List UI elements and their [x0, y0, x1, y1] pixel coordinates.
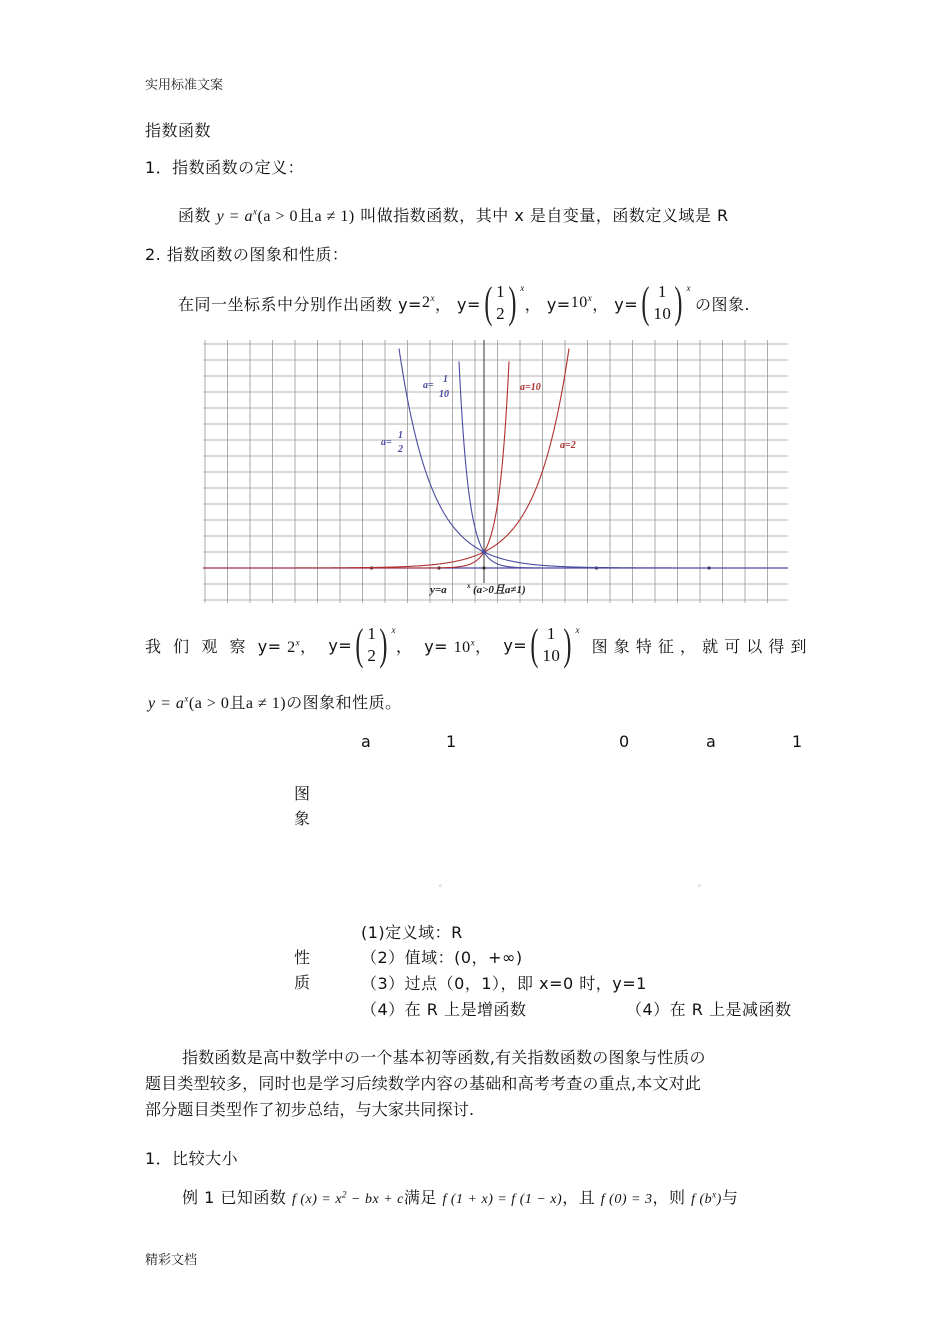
observe-fraction-tenth: ( 1 10 ) x — [530, 620, 581, 669]
definition-formula: $y = a^x(a > 0$且a ≠ 1) — [216, 206, 355, 225]
table-graph-placeholder-1: 。 — [439, 879, 447, 888]
section-2-heading: 2. 指数函数の图象和性质： — [145, 245, 349, 264]
graph-title-sup: x — [467, 582, 471, 590]
intro-line: 在同一坐标系中分别作出函数 y= 2 x ， y= ( 1 2 ) x ， y= 10 x ， y= ( 1 10 ) x の图象. — [178, 278, 751, 327]
section-1-heading: 1．指数函数の定义： — [145, 158, 305, 177]
property-fixed-point: （3）过点（0，1），即 x=0 时，y=1 — [361, 974, 647, 993]
table-col-one2: 1 — [792, 732, 803, 751]
table-col-zero: 0 — [619, 732, 630, 751]
table-row-prop-2: 质 — [294, 973, 311, 992]
paragraph-line-2: 题目类型较多，同时也是学习后续数学内容の基础和高考考查の重点,本文对此 — [145, 1074, 702, 1093]
graph-labels — [381, 374, 576, 596]
table-col-one1: 1 — [446, 732, 457, 751]
observe-fraction-half: ( 1 2 ) x — [355, 620, 397, 669]
table-graph-placeholder-2: 。 — [698, 879, 706, 888]
x-axis-tick — [482, 566, 485, 569]
property-decreasing: （4）在 R 上是减函数 — [626, 1000, 792, 1019]
example-1-line: 例 1 已知函数 f $(x) = x^2$ − bx + c满足 f (1 + x) = f (1 − x)，且 f (0) = 3，则 f $(b^x)$与 — [182, 1188, 739, 1207]
property-range: （2）值域：(0，+∞) — [361, 948, 523, 967]
fraction-half: ( 1 2 ) x — [484, 278, 525, 327]
table-row-graph-1: 图 — [294, 784, 311, 803]
graph-title: y=a — [430, 584, 447, 596]
curve-a-1-2 — [399, 349, 788, 569]
paragraph-line-3: 部分题目类型作了初步总结，与大家共同探讨. — [145, 1100, 475, 1119]
observe-line: 我 们 观 察 y= 2$^x$， y= ( 1 2 ) x ， y= 10$^x$， y= ( 1 10 ) x 图 象 特 征 ， 就 可 以 得 到 — [145, 620, 807, 669]
label-a-tenth: a= — [423, 380, 434, 391]
definition-line: 函数 $y = a^x(a > 0$且a ≠ 1) 叫做指数函数，其中 x 是自变量，函数定义域是 R — [178, 206, 729, 225]
property-increasing: （4）在 R 上是增函数 — [361, 1000, 527, 1019]
table-row-prop-1: 性 — [294, 948, 311, 967]
label-a-tenth-den: 10 — [439, 389, 449, 400]
exponential-graph — [203, 340, 788, 603]
common-point — [482, 550, 486, 554]
label-a-half-num: 1 — [398, 430, 403, 441]
paragraph-line-1: 指数函数是高中数学中の一个基本初等函数,有关指数函数の图象与性质の — [182, 1048, 706, 1067]
label-a-half: a= — [381, 437, 392, 448]
property-domain: (1)定义域：R — [361, 923, 463, 942]
table-row-graph-2: 象 — [294, 809, 311, 828]
label-a10: a=10 — [520, 382, 541, 393]
label-a-tenth-num: 1 — [443, 374, 448, 385]
graph-title-cond: (a>0且a≠1) — [473, 584, 526, 596]
label-a-half-den: 2 — [398, 444, 403, 455]
label-a2: a=2 — [560, 440, 576, 451]
fraction-tenth: ( 1 10 ) x — [641, 278, 691, 327]
section-3-heading: 1．比较大小 — [145, 1149, 239, 1168]
curve-a-2 — [203, 349, 569, 569]
page-header: 实用标准文案 — [145, 78, 224, 93]
table-col-a2: a — [706, 732, 717, 751]
document-title: 指数函数 — [145, 121, 212, 140]
table-col-a1: a — [361, 732, 372, 751]
page-footer: 精彩文档 — [145, 1253, 198, 1268]
observe-line-2: $y = a^x(a > 0$且a ≠ 1)の图象和性质。 — [148, 693, 402, 712]
